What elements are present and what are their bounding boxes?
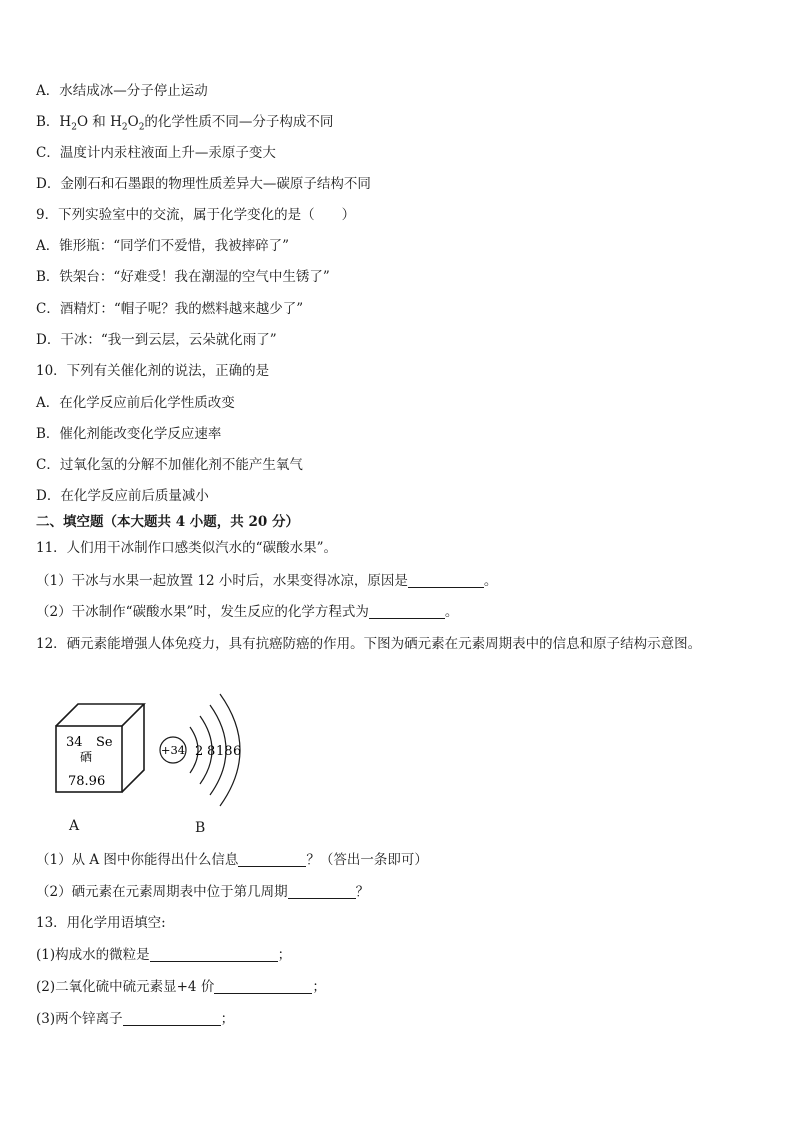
q11-part-1-end: 。 — [483, 573, 498, 589]
q12-part-2-text: （2）硒元素在元素周期表中位于第几周期 — [36, 884, 288, 900]
q10-option-d: D．在化学反应前后质量减小 — [36, 488, 209, 504]
q10-option-c: C．过氧化氢的分解不加催化剂不能产生氧气 — [36, 457, 303, 473]
nucleus-charge: +34 — [160, 743, 186, 757]
q11-part-2-text: （2）干冰制作“碳酸水果”时，发生反应的化学方程式为 — [36, 604, 369, 620]
atomic-mass: 78.96 — [68, 774, 106, 789]
section-title: 二、填空题（本大题共 4 小题，共 20 分） — [36, 514, 299, 530]
q8-b-sub: 2 — [138, 122, 145, 133]
q11-part-2-end: 。 — [444, 604, 459, 620]
element-symbol: Se — [96, 735, 113, 750]
selenium-figure — [40, 680, 300, 814]
element-name: 硒 — [80, 750, 93, 764]
answer-blank[interactable] — [408, 573, 484, 588]
answer-blank[interactable] — [238, 852, 306, 867]
q8-b-sub: 2 — [71, 122, 77, 133]
q13-part-3 — [36, 1009, 234, 1029]
q8-b-text: O 和 H — [76, 114, 122, 130]
figure-label-a: A — [69, 818, 80, 834]
answer-blank[interactable] — [214, 979, 312, 994]
q13-part-1-text: (1)构成水的微粒是 — [36, 947, 150, 963]
shell-electrons-3: 18 — [216, 744, 233, 759]
q8-b-text: O — [127, 114, 139, 130]
q12-part-1-end: ？（答出一条即可） — [306, 852, 428, 868]
q13-stem: 13．用化学用语填空: — [36, 915, 166, 931]
q10-option-b: B．催化剂能改变化学反应速率 — [36, 426, 222, 442]
q8-b-text: B．H — [36, 114, 72, 130]
cube-side — [122, 704, 144, 792]
figure-svg — [40, 680, 300, 810]
q13-part-2 — [36, 977, 326, 997]
q13-part-3-end: ； — [220, 1011, 235, 1027]
q9-option-b: B．铁架台：“好难受！我在潮湿的空气中生锈了” — [36, 269, 330, 285]
q8-option-a: A．水结成冰—分子停止运动 — [36, 83, 208, 99]
shell-electrons-2: 8 — [207, 744, 216, 759]
q11-part-2 — [36, 602, 458, 622]
q9-option-d: D．干冰：“我一到云层，云朵就化雨了” — [36, 332, 277, 348]
answer-blank[interactable] — [150, 947, 278, 962]
q8-option-b — [36, 112, 333, 138]
answer-blank[interactable] — [123, 1011, 221, 1026]
q9-stem: 9．下列实验室中的交流，属于化学变化的是（ ） — [36, 207, 356, 223]
q10-stem: 10．下列有关催化剂的说法，正确的是 — [36, 363, 270, 379]
shell-electrons-4: 6 — [233, 744, 242, 759]
q11-stem: 11．人们用干冰制作口感类似汽水的“碳酸水果”。 — [36, 540, 337, 556]
q13-part-1 — [36, 945, 291, 965]
q12-stem: 12．硒元素能增强人体免疫力，具有抗癌防癌的作用。下图为硒元素在元素周期表中的信息和原子结构示意图。 — [36, 636, 702, 652]
q8-b-text: 的化学性质不同—分子构成不同 — [144, 114, 334, 130]
q8-option-d: D．金刚石和石墨跟的物理性质差异大—碳原子结构不同 — [36, 176, 371, 192]
q9-option-a: A．锥形瓶：“同学们不爱惜，我被摔碎了” — [36, 238, 290, 254]
q9-option-c: C．酒精灯：“帽子呢？我的燃料越来越少了” — [36, 301, 304, 317]
answer-blank[interactable] — [369, 604, 445, 619]
shell-electrons-1: 2 — [195, 744, 204, 759]
q13-part-2-end: ； — [312, 979, 326, 995]
q13-part-3-text: (3)两个锌离子 — [36, 1011, 123, 1027]
q8-option-c: C．温度计内汞柱液面上升—汞原子变大 — [36, 145, 276, 161]
figure-label-b: B — [195, 820, 206, 836]
q13-part-2-text: (2)二氧化硫中硫元素显+4 价 — [36, 979, 215, 995]
q13-part-1-end: ； — [277, 947, 292, 963]
q12-part-2-end: ？ — [355, 884, 370, 900]
q12-part-1-text: （1）从 A 图中你能得出什么信息 — [36, 852, 239, 868]
q11-part-1-text: （1）干冰与水果一起放置 12 小时后，水果变得冰凉，原因是 — [36, 573, 408, 589]
q10-option-a: A．在化学反应前后化学性质改变 — [36, 395, 235, 411]
q11-part-1 — [36, 571, 497, 591]
q8-b-sub: 2 — [121, 122, 128, 133]
answer-blank[interactable] — [288, 884, 356, 899]
element-number: 34 — [66, 735, 83, 750]
q12-part-2 — [36, 882, 369, 902]
cube-top — [56, 704, 144, 726]
q12-part-1 — [36, 850, 428, 870]
